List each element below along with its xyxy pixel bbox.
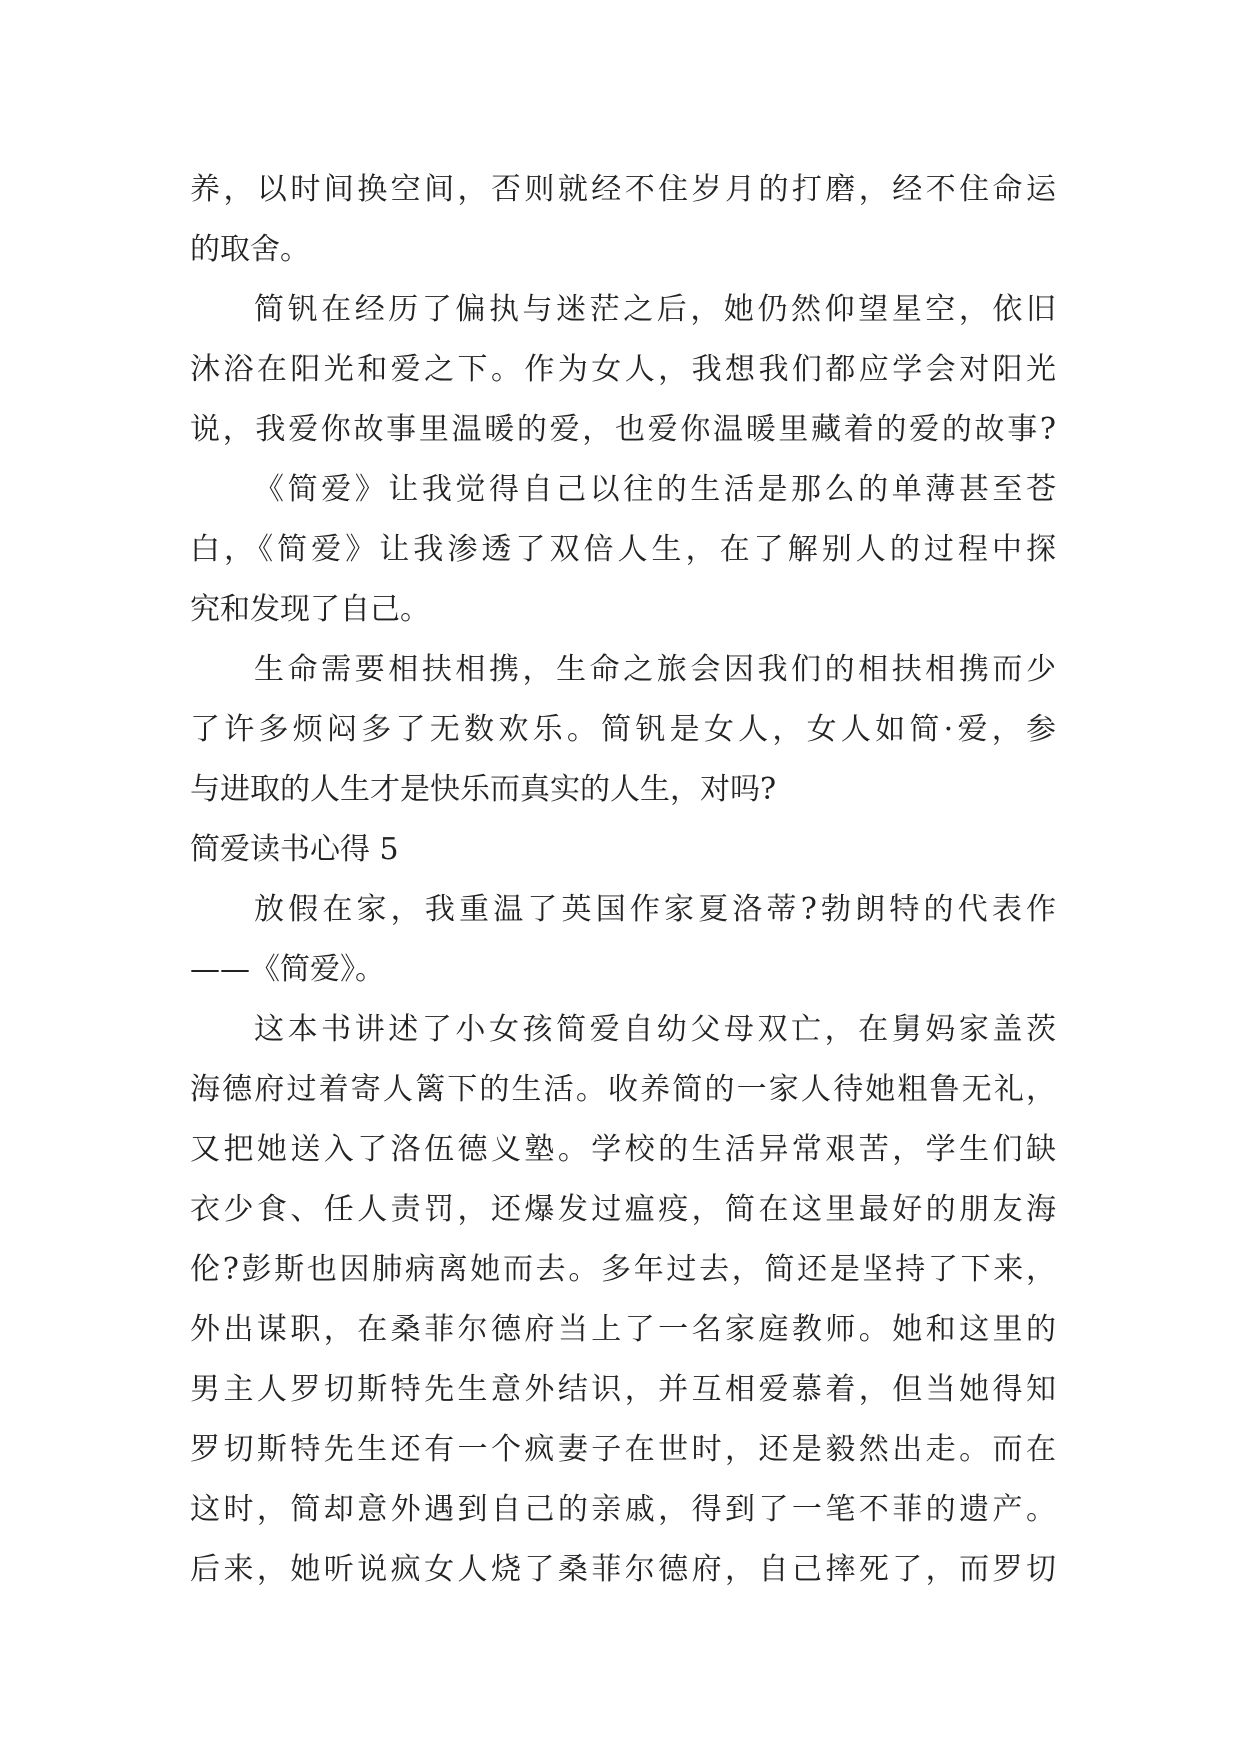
text-line: 究和发现了自己。	[190, 592, 430, 627]
text-line: 伦?彭斯也因肺病离她而去。多年过去，简还是坚持了下来，	[190, 1252, 1056, 1287]
text-line: 后来，她听说疯女人烧了桑菲尔德府，自己摔死了，而罗切	[190, 1552, 1056, 1587]
text-line: 又把她送入了洛伍德义塾。学校的生活异常艰苦，学生们缺	[190, 1132, 1056, 1167]
paragraph-start: 《简爱》让我觉得自己以往的生活是那么的单薄甚至苍	[254, 472, 1056, 507]
text-line: 外出谋职，在桑菲尔德府当上了一名家庭教师。她和这里的	[190, 1312, 1056, 1347]
section-heading: 简爱读书心得 5	[190, 832, 399, 867]
text-line: 养，以时间换空间，否则就经不住岁月的打磨，经不住命运	[190, 172, 1056, 207]
paragraph-start: 这本书讲述了小女孩简爱自幼父母双亡，在舅妈家盖茨	[254, 1012, 1056, 1047]
text-line: 说，我爱你故事里温暖的爱，也爱你温暖里藏着的爱的故事?	[190, 412, 1056, 447]
text-line: 的取舍。	[190, 232, 310, 267]
text-line: 衣少食、任人责罚，还爆发过瘟疫，简在这里最好的朋友海	[190, 1192, 1056, 1227]
text-line: 男主人罗切斯特先生意外结识，并互相爱慕着，但当她得知	[190, 1372, 1056, 1407]
text-line: 海德府过着寄人篱下的生活。收养简的一家人待她粗鲁无礼，	[190, 1072, 1056, 1107]
text-line: 白，《简爱》让我渗透了双倍人生，在了解别人的过程中探	[190, 532, 1056, 567]
text-line: 与进取的人生才是快乐而真实的人生，对吗?	[190, 772, 777, 807]
paragraph-start: 生命需要相扶相携，生命之旅会因我们的相扶相携而少	[254, 652, 1056, 687]
document-body	[190, 160, 1056, 1600]
text-line: 沐浴在阳光和爱之下。作为女人，我想我们都应学会对阳光	[190, 352, 1056, 387]
text-line: ——《简爱》。	[190, 952, 385, 987]
text-line: 这时，简却意外遇到自己的亲戚，得到了一笔不菲的遗产。	[190, 1492, 1056, 1527]
text-line: 了许多烦闷多了无数欢乐。简钒是女人，女人如简·爱，参	[190, 712, 1056, 747]
paragraph-start: 放假在家，我重温了英国作家夏洛蒂?勃朗特的代表作	[254, 892, 1056, 927]
text-line: 罗切斯特先生还有一个疯妻子在世时，还是毅然出走。而在	[190, 1432, 1056, 1467]
paragraph-start: 简钒在经历了偏执与迷茫之后，她仍然仰望星空，依旧	[254, 292, 1056, 327]
